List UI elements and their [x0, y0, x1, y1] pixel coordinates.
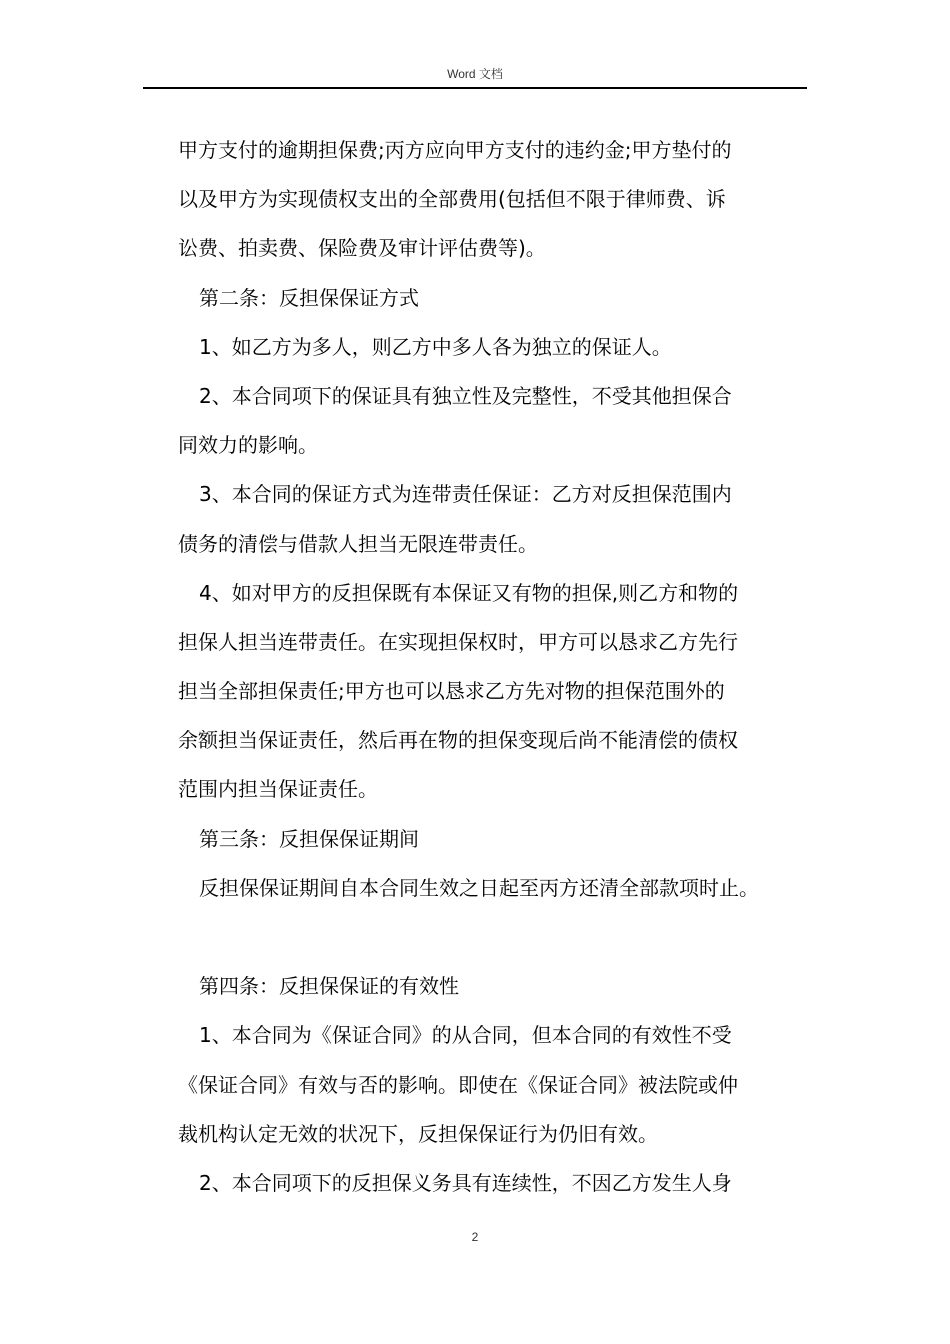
paragraph-line: 以及甲方为实现债权支出的全部费用(包括但不限于律师费、诉 — [178, 187, 726, 212]
paragraph-line: 2、本合同项下的反担保义务具有连续性，不因乙方发生人身 — [199, 1170, 732, 1195]
paragraph-line: 2、本合同项下的保证具有独立性及完整性，不受其他担保合 — [199, 383, 732, 408]
page-number: 2 — [471, 1230, 479, 1244]
paragraph-line: 1、如乙方为多人，则乙方中多人各为独立的保证人。 — [199, 334, 672, 359]
document-body — [178, 126, 818, 1208]
paragraph-line: 余额担当保证责任，然后再在物的担保变现后尚不能清偿的债权 — [178, 728, 738, 753]
paragraph-line: 3、本合同的保证方式为连带责任保证：乙方对反担保范围内 — [199, 482, 732, 507]
paragraph-line: 范围内担当保证责任。 — [178, 777, 378, 802]
blank-line — [178, 913, 818, 962]
paragraph-line: 1、本合同为《保证合同》的从合同，但本合同的有效性不受 — [199, 1023, 732, 1048]
paragraph-line: 担当全部担保责任;甲方也可以恳求乙方先对物的担保范围外的 — [178, 679, 725, 704]
paragraph-line: 同效力的影响。 — [178, 433, 318, 458]
paragraph-line: 甲方支付的逾期担保费;丙方应向甲方支付的违约金;甲方垫付的 — [178, 138, 732, 162]
paragraph-line: 裁机构认定无效的状况下，反担保保证行为仍旧有效。 — [178, 1121, 658, 1146]
paragraph-line: 债务的清偿与借款人担当无限连带责任。 — [178, 531, 538, 556]
page-header-label: Word 文档 — [447, 67, 503, 81]
paragraph-line: 担保人担当连带责任。在实现担保权时，甲方可以恳求乙方先行 — [178, 629, 738, 654]
paragraph-line: 讼费、拍卖费、保险费及审计评估费等)。 — [178, 236, 546, 261]
paragraph-line: 《保证合同》有效与否的影响。即使在《保证合同》被法院或仲 — [178, 1072, 738, 1097]
header-divider — [143, 87, 807, 89]
section-heading: 第四条：反担保保证的有效性 — [199, 974, 459, 999]
section-heading: 第三条：反担保保证期间 — [199, 826, 419, 851]
paragraph-line: 4、如对甲方的反担保既有本保证又有物的担保,则乙方和物的 — [199, 580, 739, 605]
section-heading: 第二条：反担保保证方式 — [199, 285, 419, 310]
paragraph-line: 反担保保证期间自本合同生效之日起至丙方还清全部款项时止。 — [199, 875, 759, 900]
